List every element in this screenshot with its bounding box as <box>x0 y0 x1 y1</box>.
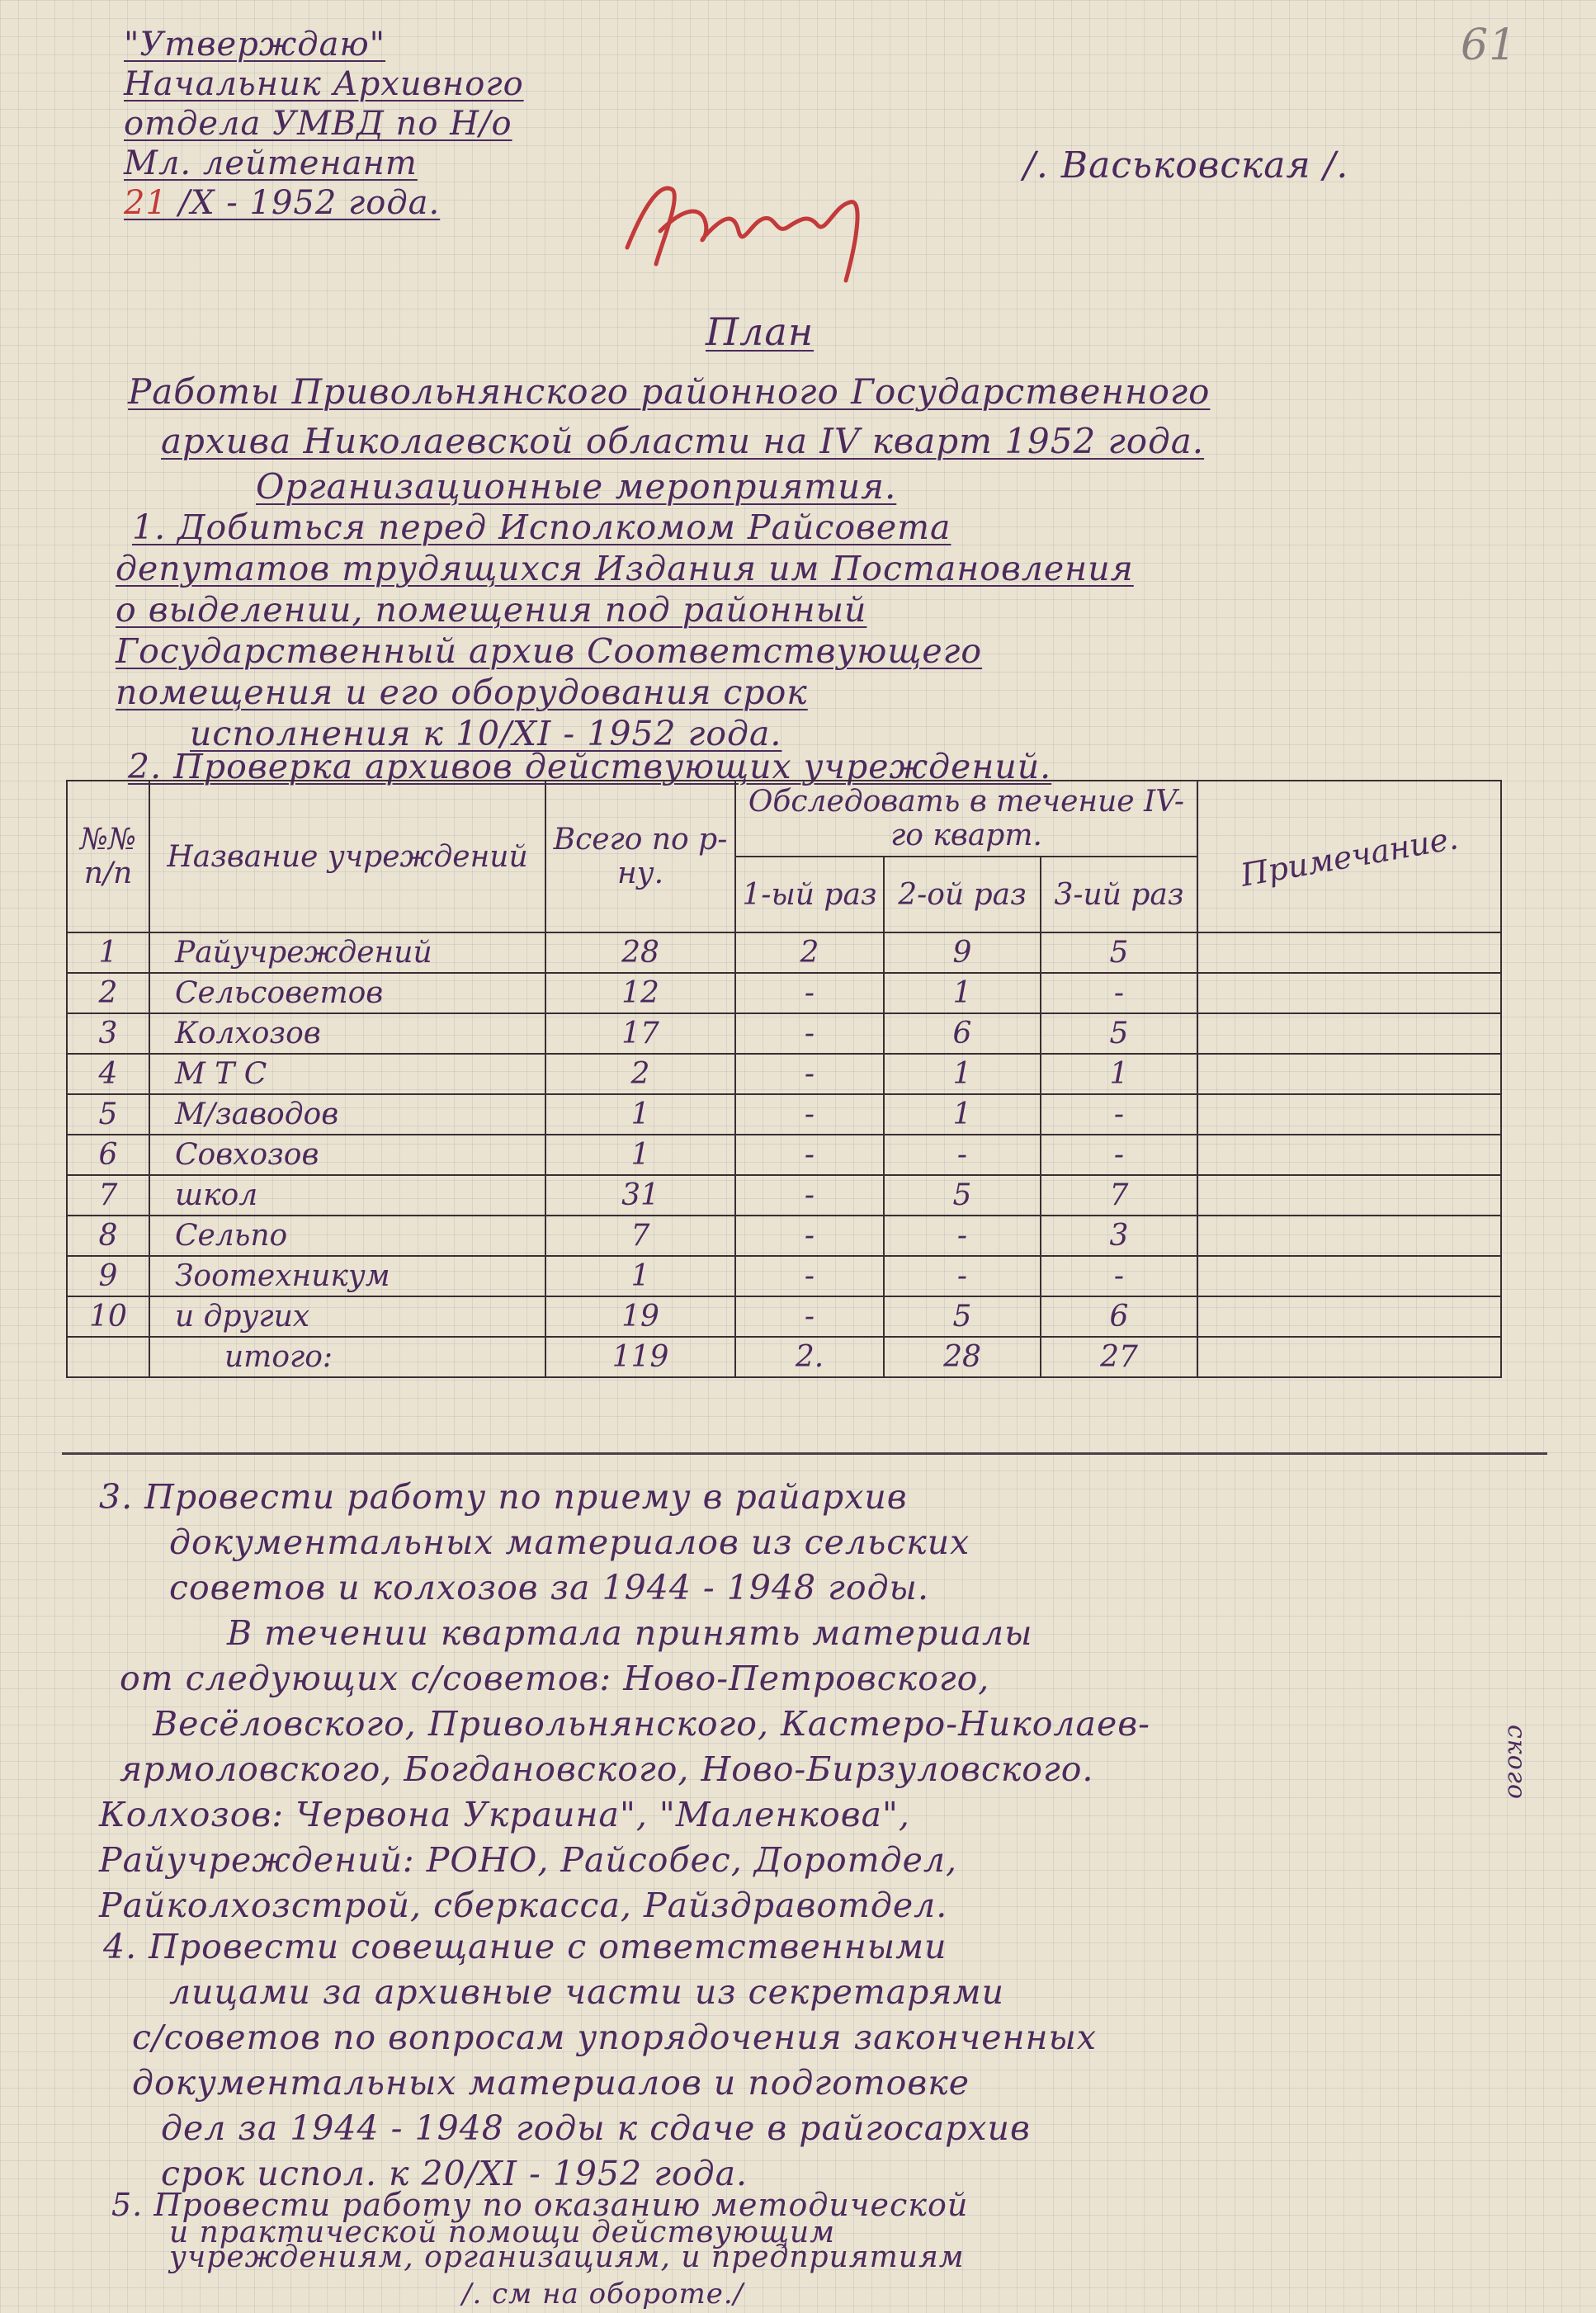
header-total: Всего по р-ну. <box>545 781 735 932</box>
row-total: 12 <box>545 973 735 1013</box>
item4-line: лицами за архивные части из секретарями <box>169 1972 1004 2012</box>
row-round-1: - <box>735 1013 884 1054</box>
row-round-1: - <box>735 1216 884 1256</box>
row-name: Совхозов <box>149 1135 545 1175</box>
total-r2: 28 <box>884 1337 1041 1377</box>
total-r1: 2. <box>735 1337 884 1377</box>
row-note <box>1197 1054 1501 1094</box>
row-round-2: 1 <box>884 1094 1041 1135</box>
row-round-2: 1 <box>884 973 1041 1013</box>
header-round-3: 3-ий раз <box>1041 857 1197 932</box>
table-row <box>67 1216 1501 1256</box>
row-note <box>1197 1256 1501 1296</box>
row-round-2: - <box>884 1135 1041 1175</box>
row-note <box>1197 1296 1501 1337</box>
row-round-1: - <box>735 1256 884 1296</box>
survey-table <box>66 780 1502 1440</box>
row-total: 31 <box>545 1175 735 1216</box>
approval-day: 21 <box>124 184 168 222</box>
row-name: школ <box>149 1175 545 1216</box>
item1-line: исполнения к 10/XI - 1952 года. <box>190 714 782 753</box>
row-name: Зоотехникум <box>149 1256 545 1296</box>
row-round-1: - <box>735 973 884 1013</box>
item3-line: В течении квартала принять материалы <box>227 1613 1033 1653</box>
item1-line: о выделении, помещения под районный <box>116 590 867 630</box>
row-note <box>1197 973 1501 1013</box>
row-round-3: - <box>1041 1094 1197 1135</box>
row-total: 1 <box>545 1256 735 1296</box>
row-name: и других <box>149 1296 545 1337</box>
row-number: 10 <box>67 1296 149 1337</box>
row-round-1: - <box>735 1135 884 1175</box>
row-note <box>1197 1013 1501 1054</box>
table-row <box>67 1054 1501 1094</box>
row-number: 5 <box>67 1094 149 1135</box>
row-total: 1 <box>545 1135 735 1175</box>
page-number: 61 <box>1461 21 1518 70</box>
row-name: Сельпо <box>149 1216 545 1256</box>
row-name: М Т С <box>149 1054 545 1094</box>
item3-line: документальных материалов из сельских <box>169 1522 970 1562</box>
row-round-3: 1 <box>1041 1054 1197 1094</box>
table-row <box>67 932 1501 973</box>
row-name: Колхозов <box>149 1013 545 1054</box>
item4-line: дел за 1944 - 1948 годы к сдаче в райгосархив <box>161 2108 1031 2148</box>
item5-line: и практической помощи действующим <box>169 2216 836 2249</box>
approval-line: "Утверждаю" <box>124 26 386 64</box>
row-note <box>1197 1175 1501 1216</box>
divider <box>62 1452 1547 1455</box>
row-number: 8 <box>67 1216 149 1256</box>
row-round-2: 5 <box>884 1175 1041 1216</box>
row-name: Райучреждений <box>149 932 545 973</box>
approval-line: Начальник Архивного <box>124 65 524 103</box>
archivist-name: /. Васьковская /. <box>1023 144 1349 186</box>
row-number: 3 <box>67 1013 149 1054</box>
row-round-3: 7 <box>1041 1175 1197 1216</box>
row-round-2: - <box>884 1216 1041 1256</box>
item4-line: срок испол. к 20/XI - 1952 года. <box>161 2154 748 2193</box>
row-round-2: 5 <box>884 1296 1041 1337</box>
item3-line: Райучреждений: РОНО, Райсобес, Доротдел, <box>99 1840 957 1880</box>
table-row <box>67 1256 1501 1296</box>
row-round-1: - <box>735 1094 884 1135</box>
row-round-1: - <box>735 1175 884 1216</box>
subtitle-line: архива Николаевской области на IV кварт 1952 года. <box>161 421 1205 461</box>
header-note-cell <box>1197 781 1501 932</box>
row-note <box>1197 1216 1501 1256</box>
header-survey: Обследовать в течение IV-го кварт. <box>735 781 1197 857</box>
item3-line: ярмоловского, Богдановского, Ново-Бирзуловского. <box>120 1749 1094 1789</box>
row-total: 19 <box>545 1296 735 1337</box>
row-round-3: - <box>1041 973 1197 1013</box>
row-number: 2 <box>67 973 149 1013</box>
item4-line: с/советов по вопросам упорядочения законченных <box>132 2018 1098 2057</box>
approval-line: отдела УМВД по Н/о <box>124 105 512 143</box>
row-round-2: 9 <box>884 932 1041 973</box>
row-round-3: 5 <box>1041 932 1197 973</box>
row-number: 9 <box>67 1256 149 1296</box>
item3-line: Колхозов: Червона Украина", "Маленкова", <box>99 1795 910 1834</box>
header-round-2: 2-ой раз <box>884 857 1041 932</box>
row-note <box>1197 1094 1501 1135</box>
turnover-note: /. см на обороте./ <box>462 2278 744 2311</box>
margin-note: ского <box>1502 1725 1531 1801</box>
subtitle-line: Работы Привольнянского районного Государственного <box>128 371 1211 412</box>
header-name: Название учреждений <box>149 781 545 932</box>
item1-line: Государственный архив Соответствующего <box>116 631 983 671</box>
row-round-1: - <box>735 1054 884 1094</box>
item3-line: Весёловского, Привольнянского, Кастеро-Николаев- <box>153 1704 1150 1744</box>
table-row <box>67 1135 1501 1175</box>
item5-line: 5. Провести работу по оказанию методической <box>111 2187 969 2223</box>
table-row <box>67 1175 1501 1216</box>
row-round-1: - <box>735 1296 884 1337</box>
signature-image <box>611 157 900 289</box>
total-label: итого: <box>149 1337 545 1377</box>
table-body <box>67 932 1501 1337</box>
row-round-1: 2 <box>735 932 884 973</box>
item3-line: советов и колхозов за 1944 - 1948 годы. <box>169 1568 929 1607</box>
item2-heading: 2. Проверка архивов действующих учреждений. <box>128 747 1052 786</box>
row-round-2: 6 <box>884 1013 1041 1054</box>
item1-line: помещения и его оборудования срок <box>116 673 808 712</box>
table-row <box>67 973 1501 1013</box>
row-round-2: - <box>884 1256 1041 1296</box>
item3-line: 3. Провести работу по приему в райархив <box>99 1477 908 1517</box>
row-round-3: 6 <box>1041 1296 1197 1337</box>
total-r3: 27 <box>1041 1337 1197 1377</box>
row-round-2: 1 <box>884 1054 1041 1094</box>
row-number: 1 <box>67 932 149 973</box>
row-round-3: 5 <box>1041 1013 1197 1054</box>
row-name: М/заводов <box>149 1094 545 1135</box>
row-total: 1 <box>545 1094 735 1135</box>
item3-line: от следующих с/советов: Ново-Петровского, <box>120 1659 990 1698</box>
row-number: 6 <box>67 1135 149 1175</box>
row-round-3: - <box>1041 1256 1197 1296</box>
item1-line: депутатов трудящихся Издания им Постановления <box>116 549 1134 588</box>
approval-block <box>124 25 524 223</box>
item4-line: 4. Провести совещание с ответственными <box>103 1927 947 1966</box>
section-heading: Организационные мероприятия. <box>256 466 897 507</box>
row-total: 17 <box>545 1013 735 1054</box>
approval-date <box>124 183 524 223</box>
row-note <box>1197 1135 1501 1175</box>
table-total-row <box>67 1337 1501 1377</box>
table-row <box>67 1013 1501 1054</box>
header-note: Примечание. <box>1238 819 1461 894</box>
document-title: План <box>706 309 815 354</box>
row-note <box>1197 932 1501 973</box>
item3-line: Райколхозстрой, сберкасса, Райздравотдел. <box>99 1886 948 1925</box>
row-total: 28 <box>545 932 735 973</box>
row-number: 4 <box>67 1054 149 1094</box>
approval-date-rest: /X - 1952 года. <box>178 184 441 222</box>
row-total: 2 <box>545 1054 735 1094</box>
table-row <box>67 1094 1501 1135</box>
total-value: 119 <box>545 1337 735 1377</box>
row-number: 7 <box>67 1175 149 1216</box>
item5-line: учреждениям, организациям, и предприятиям <box>169 2240 965 2274</box>
item1-line: 1. Добиться перед Исполкомом Райсовета <box>132 507 951 547</box>
row-round-3: - <box>1041 1135 1197 1175</box>
item4-line: документальных материалов и подготовке <box>132 2063 970 2103</box>
header-round-1: 1-ый раз <box>735 857 884 932</box>
row-name: Сельсоветов <box>149 973 545 1013</box>
row-total: 7 <box>545 1216 735 1256</box>
header-number: №№ п/п <box>67 781 149 932</box>
row-round-3: 3 <box>1041 1216 1197 1256</box>
table-row <box>67 1296 1501 1337</box>
approval-line: Мл. лейтенант <box>124 144 418 182</box>
